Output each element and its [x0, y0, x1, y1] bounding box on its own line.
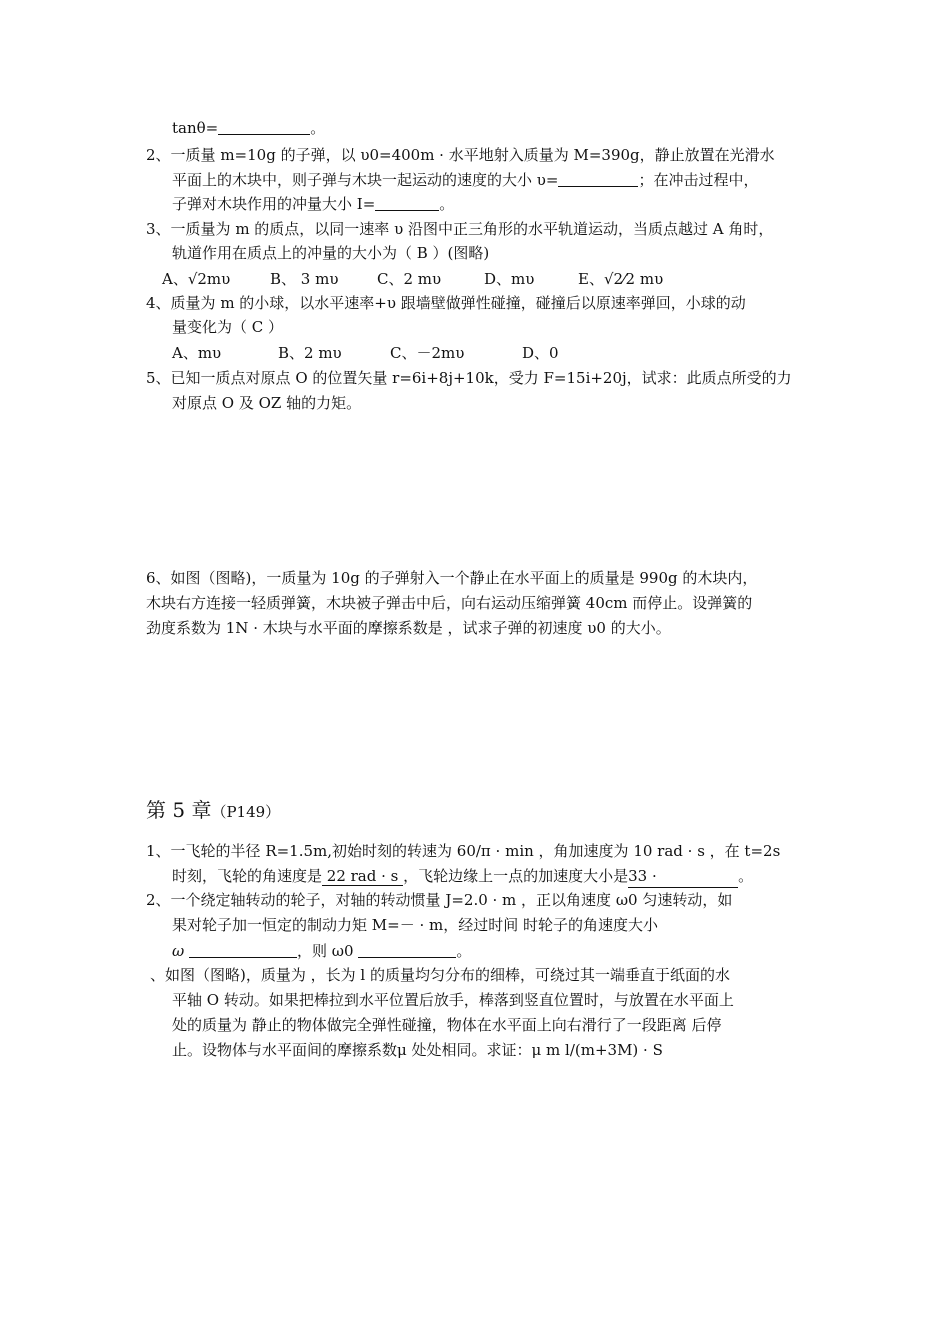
- question-text: 如图（图略)，质量为 ，长为 l 的质量均匀分布的细棒，可绕过其一端垂直于纸面的水: [165, 966, 730, 984]
- question-text: 果对轮子加一恒定的制动力矩 M=－ · m，经过时间 时轮子的角速度大小: [172, 916, 658, 934]
- tan-theta-line: [172, 117, 325, 139]
- answer-acceleration: 33 ·: [628, 865, 738, 888]
- question-text: 劲度系数为 1N · 木块与水平面的摩擦系数是 ，试求子弹的初速度 υ0 的大小。: [146, 619, 671, 637]
- answer-blank: [358, 941, 456, 958]
- option-b: B、2 mυ: [278, 344, 342, 362]
- chapter-title: 第 5 章: [146, 798, 212, 822]
- question-text: 一个绕定轴转动的轮子，对轴的转动惯量 J=2.0 · m ，正以角速度 ω0 匀速转动，如: [170, 891, 733, 909]
- answer-blank: [218, 118, 310, 135]
- question-text: 6、如图（图略)，一质量为 10g 的子弹射入一个静止在水平面上的质量是 990g 的木块内，: [146, 569, 758, 587]
- ch5-question-1-line-1: [146, 840, 780, 862]
- question-4-line-1: [146, 292, 746, 314]
- answer-blank: [189, 941, 297, 958]
- question-6-line-2: [146, 592, 752, 614]
- question-number: 5、: [146, 369, 171, 387]
- question-2-line-1: [146, 144, 775, 166]
- question-text: 时刻，飞轮的角速度是: [172, 867, 323, 885]
- ch5-question-2-line-2: [172, 914, 658, 936]
- question-text: 质量为 m 的小球，以水平速率+υ 跟墙壁做弹性碰撞，碰撞后以原速率弹回，小球的动: [170, 294, 746, 312]
- question-text: ，则 ω0: [297, 942, 354, 960]
- ch5-question-3-line-3: [172, 1014, 722, 1036]
- question-text: 对原点 O 及 OZ 轴的力矩。: [172, 394, 362, 412]
- option-d: D、mυ: [484, 270, 535, 288]
- option-a: A、√2mυ: [162, 270, 231, 288]
- question-3-line-1: [146, 218, 773, 240]
- ch5-question-3-line-4: [172, 1039, 663, 1061]
- question-4-line-2: [172, 316, 283, 338]
- question-text: 木块右方连接一轻质弹簧，木块被子弹击中后，向右运动压缩弹簧 40cm 而停止。设弹簧的: [146, 594, 753, 612]
- ch5-question-1-line-2: [172, 865, 753, 888]
- option-c: C、2 mυ: [377, 270, 442, 288]
- question-number: 1、: [146, 842, 171, 860]
- option-c: C、－2mυ: [390, 344, 465, 362]
- question-3-line-2: [172, 242, 489, 264]
- question-number: 2、: [146, 146, 171, 164]
- question-text: 处的质量为 静止的物体做完全弹性碰撞，物体在水平面上向右滑行了一段距离 后停: [172, 1016, 722, 1034]
- question-text: 轨道作用在质点上的冲量的大小为（ B ）(图略): [172, 244, 490, 262]
- ch5-question-2-line-1: [146, 889, 732, 911]
- question-number: 3、: [146, 220, 171, 238]
- question-text: 一飞轮的半径 R=1.5m,初始时刻的转速为 60/π · min ，角加速度为 10 rad · s ，在 t=2s: [170, 842, 781, 860]
- question-6-line-3: [146, 617, 671, 639]
- punct: 。: [738, 867, 754, 885]
- question-5-line-2: [172, 392, 361, 414]
- question-number: 4、: [146, 294, 171, 312]
- question-text: 量变化为（ C ）: [172, 318, 284, 336]
- ch5-question-3-line-1: [150, 964, 730, 986]
- answer-blank: [558, 170, 638, 187]
- question-text: ，飞轮边缘上一点的加速度大小是: [403, 867, 629, 885]
- question-text: ；在冲击过程中，: [638, 171, 759, 189]
- option-b: B、 3 mυ: [270, 270, 339, 288]
- ch5-question-3-line-2: [172, 989, 734, 1011]
- ch5-question-2-line-3: [172, 940, 471, 962]
- question-text: 平面上的木块中，则子弹与木块一起运动的速度的大小 υ=: [172, 171, 559, 189]
- question-5-line-1: [146, 367, 792, 389]
- option-e: E、√2⁄2 mυ: [578, 270, 664, 288]
- question-number: 、: [150, 966, 166, 984]
- answer-blank: [375, 194, 439, 211]
- question-number: 2、: [146, 891, 171, 909]
- question-6-line-1: [146, 567, 757, 589]
- answer-angular-velocity: 22 rad · s: [322, 867, 404, 885]
- option-d: D、0: [522, 344, 559, 362]
- question-text: 平轴 O 转动。如果把棒拉到水平位置后放手，棒落到竖直位置时，与放置在水平面上: [172, 991, 734, 1009]
- option-a: A、mυ: [172, 344, 222, 362]
- chapter-heading: [146, 796, 280, 826]
- question-text: 子弹对木块作用的冲量大小 I=: [172, 195, 376, 213]
- chapter-page-ref: （P149）: [211, 803, 281, 821]
- omega-symbol: ω: [172, 942, 185, 960]
- question-text: 。: [439, 195, 455, 213]
- question-text: 一质量 m=10g 的子弹，以 υ0=400m · 水平地射入质量为 M=390g，静止放置在光滑水: [170, 146, 775, 164]
- punct: 。: [310, 119, 326, 137]
- tan-label: tanθ=: [172, 119, 219, 137]
- question-text: 止。设物体与水平面间的摩擦系数μ 处处相同。求证：μ m l/(m+3M) · S: [172, 1041, 663, 1059]
- question-text: 已知一质点对原点 O 的位置矢量 r=6i+8j+10k，受力 F=15i+20j，试求：此质点所受的力: [170, 369, 792, 387]
- question-2-line-2: [172, 169, 758, 191]
- question-text: 一质量为 m 的质点，以同一速率 υ 沿图中正三角形的水平轨道运动，当质点越过 A 角时，: [170, 220, 774, 238]
- question-2-line-3: [172, 193, 454, 215]
- punct: 。: [456, 942, 472, 960]
